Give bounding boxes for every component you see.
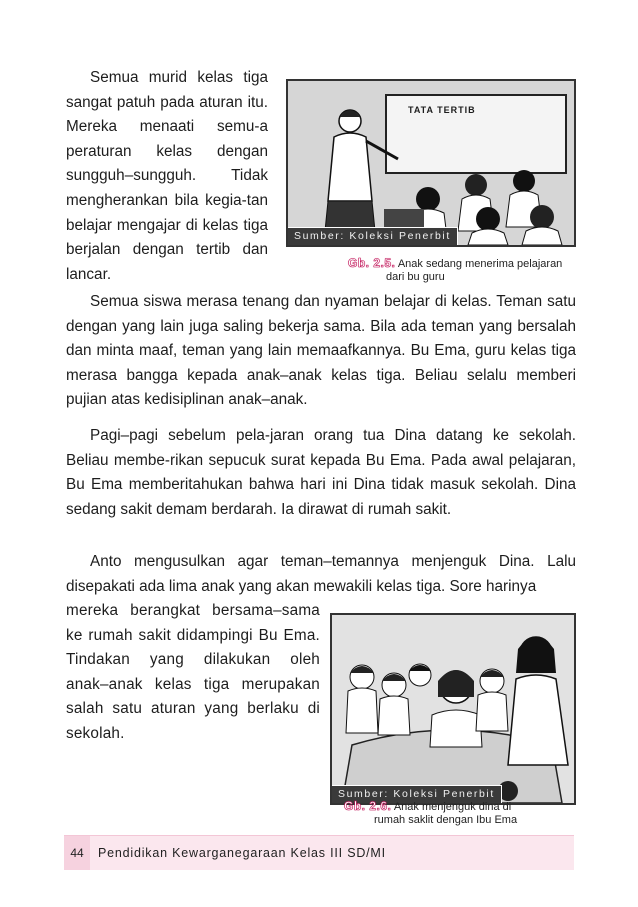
paragraph-4-wrap-text: mereka berangkat bersama–sama ke rumah sakit didampingi Bu Ema. Tindakan yang dilakukan oleh anak–anak kelas tiga merupakan salah satu aturan yang berlaku di sekolah. <box>66 602 320 742</box>
figure-2-caption-line-2: rumah saklit dengan Ibu Ema <box>374 814 518 826</box>
figure-1-number: Gb. 2.5. <box>348 256 396 270</box>
paragraph-4-start-text: Anto mengusulkan agar teman–temannya menjenguk Dina. Lalu disepakati ada lima anak yang akan mewakili kelas tiga. Sore harinya <box>66 553 576 595</box>
paragraph-2 <box>66 290 576 413</box>
figure-hospital-visit <box>330 613 576 805</box>
page-number: 44 <box>64 836 90 870</box>
paragraph-1-text: Semua murid kelas tiga sangat patuh pada aturan itu. Mereka menaati semu-a peraturan kelas dengan sungguh–sungguh. Tidak mengherankan bila kegia-tan belajar mengajar di kelas tiga berjalan dengan tertib dan lancar. <box>66 69 268 283</box>
board-title: TATA TERTIB <box>408 105 476 115</box>
figure-classroom-rules <box>286 79 576 247</box>
page-footer <box>64 835 574 870</box>
figure-2-number: Gb. 2.6. <box>344 799 392 813</box>
hospital-visit-illustration <box>332 615 574 803</box>
figure-2-source: Sumber: Koleksi Penerbit <box>332 785 502 803</box>
figure-2-caption-line-1: Anak menjenguk dina di <box>393 801 512 813</box>
paragraph-3 <box>66 424 576 522</box>
paragraph-3-text: Pagi–pagi sebelum pela-jaran orang tua Dina datang ke sekolah. Beliau membe-rikan sepucuk surat kepada Bu Ema. Pada awal pelajaran, Bu Ema memberitahukan bahwa hari ini Dina tidak masuk sekolah. Dina sedang sakit demam berdarah. Ia dirawat di rumah sakit. <box>66 427 576 518</box>
paragraph-4-wrap <box>66 599 320 747</box>
figure-1-source: Sumber: Koleksi Penerbit <box>288 227 458 245</box>
figure-1-caption-line-1: Anak sedang menerima pelajaran <box>397 258 563 270</box>
book-title: Pendidikan Kewarganegaraan Kelas III SD/MI <box>98 846 386 860</box>
paragraph-2-text: Semua siswa merasa tenang dan nyaman belajar di kelas. Teman satu dengan yang lain juga saling bekerja sama. Bila ada teman yang bersalah dan minta maaf, teman yang lain memaafkannya. Bu Ema, guru kelas tiga merasa bangga kepada anak–anak kelas tiga. Beliau selalu memberi pujian atas kedisiplinan anak–anak. <box>66 293 576 409</box>
figure-1-caption-line-2: dari bu guru <box>386 271 445 283</box>
figure-1-caption <box>348 257 578 284</box>
paragraph-1 <box>66 66 268 287</box>
figure-2-caption <box>344 800 574 827</box>
paragraph-4-start <box>66 550 576 599</box>
